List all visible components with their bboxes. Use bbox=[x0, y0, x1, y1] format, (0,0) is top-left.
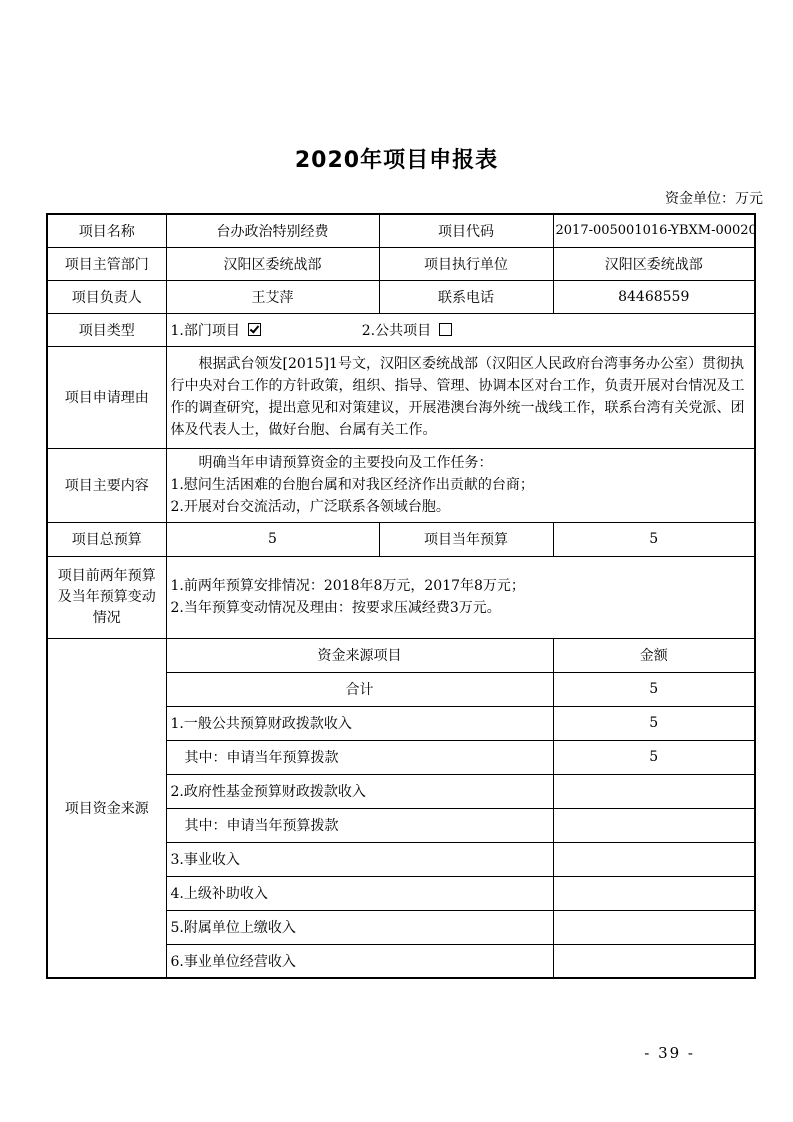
funding-amount bbox=[553, 808, 755, 842]
funding-amount bbox=[553, 910, 755, 944]
current-budget-label: 项目当年预算 bbox=[379, 522, 553, 556]
code-label: 项目代码 bbox=[379, 214, 553, 247]
dept-value: 汉阳区委统战部 bbox=[166, 247, 379, 280]
type-option-dept: 1.部门项目 bbox=[170, 322, 240, 339]
budget-change-label: 项目前两年预算及当年预算变动情况 bbox=[47, 556, 166, 638]
budget-change-line: 1.前两年预算安排情况：2018年8万元，2017年8万元； bbox=[170, 578, 525, 594]
exec-label: 项目执行单位 bbox=[379, 247, 553, 280]
funding-amount bbox=[553, 842, 755, 876]
funding-item: 3.事业收入 bbox=[166, 842, 553, 876]
funding-amount bbox=[553, 944, 755, 978]
total-budget-label: 项目总预算 bbox=[47, 522, 166, 556]
funding-header-amount: 金额 bbox=[553, 638, 755, 672]
funding-item: 其中：申请当年预算拨款 bbox=[166, 808, 553, 842]
type-label: 项目类型 bbox=[47, 313, 166, 346]
leader-value: 王艾萍 bbox=[166, 280, 379, 313]
budget-change-text bbox=[166, 556, 755, 638]
content-line: 1.慰问生活困难的台胞台属和对我区经济作出贡献的台商； bbox=[170, 477, 534, 493]
type-option-dept-checkbox[interactable] bbox=[248, 323, 261, 336]
current-budget-value: 5 bbox=[553, 522, 755, 556]
exec-value: 汉阳区委统战部 bbox=[553, 247, 755, 280]
reason-label: 项目申请理由 bbox=[47, 346, 166, 448]
funding-item: 1.一般公共预算财政拨款收入 bbox=[166, 706, 553, 740]
leader-label: 项目负责人 bbox=[47, 280, 166, 313]
currency-unit: 资金单位：万元 bbox=[665, 191, 763, 207]
content-label: 项目主要内容 bbox=[47, 448, 166, 522]
content-line: 2.开展对台交流活动，广泛联系各领域台胞。 bbox=[170, 499, 450, 515]
funding-item: 合计 bbox=[166, 672, 553, 706]
funding-item: 5.附属单位上缴收入 bbox=[166, 910, 553, 944]
funding-amount: 5 bbox=[553, 672, 755, 706]
dept-label: 项目主管部门 bbox=[47, 247, 166, 280]
total-budget-value: 5 bbox=[166, 522, 379, 556]
code-value: 2017-005001016-YBXM-00020 bbox=[553, 214, 755, 247]
funding-source-label: 项目资金来源 bbox=[47, 638, 166, 978]
type-option-public: 2.公共项目 bbox=[361, 322, 432, 339]
content-line: 明确当年申请预算资金的主要投向及工作任务： bbox=[198, 455, 493, 471]
funding-amount: 5 bbox=[553, 740, 755, 774]
phone-value: 84468559 bbox=[553, 280, 755, 313]
funding-item: 2.政府性基金预算财政拨款收入 bbox=[166, 774, 553, 808]
page-title: 2020年项目申报表 bbox=[294, 148, 499, 173]
funding-header-item: 资金来源项目 bbox=[166, 638, 553, 672]
funding-item: 其中：申请当年预算拨款 bbox=[166, 740, 553, 774]
funding-amount bbox=[553, 774, 755, 808]
funding-amount bbox=[553, 876, 755, 910]
budget-change-line: 2.当年预算变动情况及理由：按要求压减经费3万元。 bbox=[170, 600, 501, 616]
content-text bbox=[166, 448, 755, 522]
name-value: 台办政治特别经费 bbox=[166, 214, 379, 247]
phone-label: 联系电话 bbox=[379, 280, 553, 313]
funding-item: 4.上级补助收入 bbox=[166, 876, 553, 910]
name-label: 项目名称 bbox=[47, 214, 166, 247]
page-number: - 39 - bbox=[644, 1044, 695, 1062]
project-application-table bbox=[46, 213, 756, 979]
funding-amount: 5 bbox=[553, 706, 755, 740]
type-options bbox=[166, 313, 755, 346]
funding-item: 6.事业单位经营收入 bbox=[166, 944, 553, 978]
reason-text: 根据武台领发[2015]1号文，汉阳区委统战部（汉阳区人民政府台湾事务办公室）贯彻执行中央对台工作的方针政策，组织、指导、管理、协调本区对台工作，负责开展对台情况及工作的调查研究，提出意见和对策建议，开展港澳台海外统一战线工作，联系台湾有关党派、团体及代表人士，做好台胞、台属有关工作。 bbox=[166, 346, 755, 448]
type-option-public-checkbox[interactable] bbox=[439, 323, 452, 336]
